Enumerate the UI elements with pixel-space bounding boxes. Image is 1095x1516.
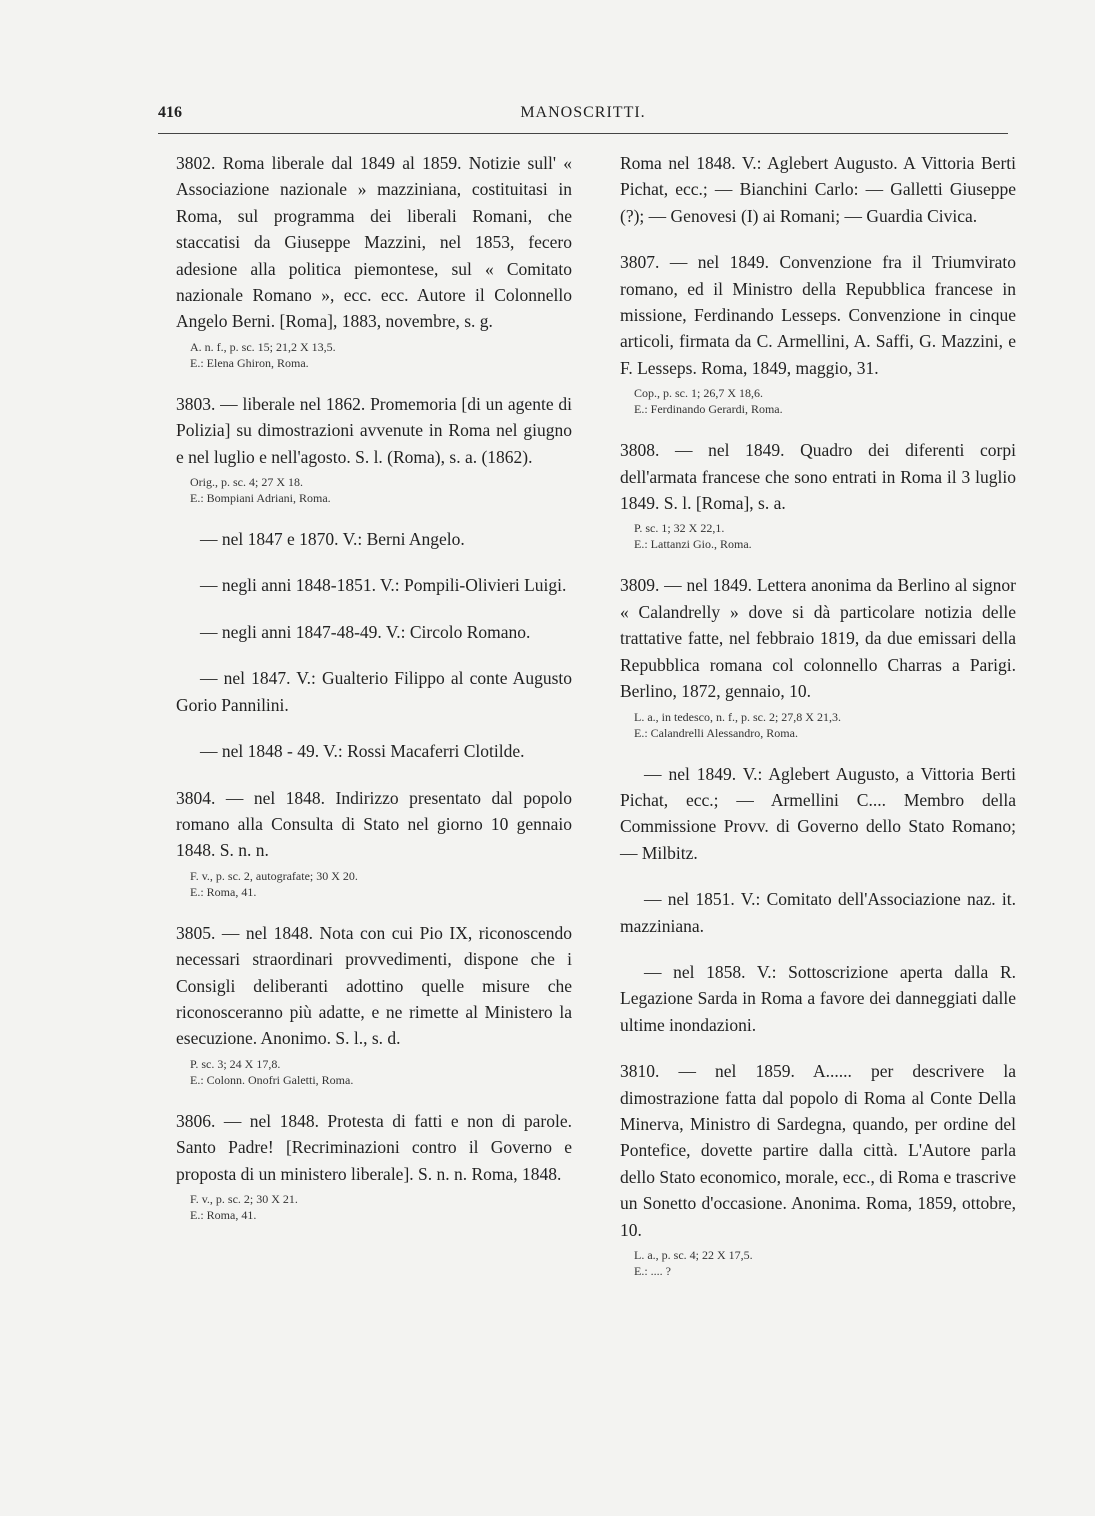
entry-text: 3809. — nel 1849. Lettera anonima da Berlino al signor « Calandrelly » dove si dà particolare notizia delle trattative fatte, nel febbraio 1819, da due emissari della Repubblica romana col colonnello Charras a Parigi. Berlino, 1872, gennaio, 10. <box>620 575 1016 702</box>
cross-reference <box>176 619 572 645</box>
cross-reference <box>620 761 1016 867</box>
entry-text: 3805. — nel 1848. Nota con cui Pio IX, riconoscendo necessari straordinari provvedimenti, dispone che i Consigli deliberanti adottino quelle misure che riconosceranno più adatte, e ne rimette al Ministero la esecuzione. Anonimo. S. l., s. d. <box>176 922 572 1049</box>
entry-owner-note: E.: Elena Ghiron, Roma. <box>190 355 309 370</box>
cross-reference <box>620 886 1016 939</box>
entry-physical-note: F. v., p. sc. 2, autografate; 30 X 20. <box>190 868 358 883</box>
entry-text: 3810. — nel 1859. A...... per descrivere la dimostrazione fatta dal popolo di Roma al Conte Della Minerva, Ministro di Sardegna, quando, per ordine del Pontefice, dovette partire dalla città. L'Autore parla dello Stato economico, morale, ecc., di Roma e trascrive un Sonetto d'occasione. Anonima. Roma, 1859, ottobre, 10. <box>620 1061 1016 1240</box>
cross-reference <box>176 738 572 764</box>
entry-text: 3803. — liberale nel 1862. Promemoria [di un agente di Polizia] su dimostrazioni avvenute in Roma nel giugno e nel luglio e nell'agosto. S. l. (Roma), s. a. (1862). <box>176 393 572 467</box>
catalog-entry-3809 <box>620 572 1016 740</box>
entry-physical-note: P. sc. 1; 32 X 22,1. <box>634 521 725 536</box>
cross-reference-text: — nel 1847 e 1870. V.: Berni Angelo. <box>200 529 465 550</box>
cross-reference-text: Roma nel 1848. V.: Aglebert Augusto. A Vittoria Berti Pichat, ecc.; — Bianchini Carlo: — Galletti Giuseppe (?); — Genovesi (I) ai Romani; — Guardia Civica. <box>620 153 1016 226</box>
running-head: MANOSCRITTI. <box>520 104 646 121</box>
cross-reference <box>176 526 572 552</box>
entry-physical-note: A. n. f., p. sc. 15; 21,2 X 13,5. <box>190 339 336 354</box>
catalog-entry-3804 <box>176 785 572 900</box>
entry-owner-note: E.: Colonn. Onofri Galetti, Roma. <box>190 1072 354 1087</box>
entry-physical-note: L. a., in tedesco, n. f., p. sc. 2; 27,8 X 21,3. <box>634 709 841 724</box>
entry-physical-note: L. a., p. sc. 4; 22 X 17,5. <box>634 1248 753 1262</box>
page-header <box>158 98 1008 138</box>
catalog-entry-3802 <box>176 150 572 371</box>
entry-text: 3806. — nel 1848. Protesta di fatti e non di parole. Santo Padre! [Recriminazioni contro il Governo e proposta di un ministero liberale]. S. n. n. Roma, 1848. <box>176 1110 572 1184</box>
cross-reference-text: — nel 1848 - 49. V.: Rossi Macaferri Clotilde. <box>200 741 525 762</box>
cross-reference-text: — nel 1847. V.: Gualterio Filippo al conte Augusto Gorio Pannilini. <box>176 668 572 715</box>
cross-reference <box>176 665 572 718</box>
cross-reference-text: — nel 1858. V.: Sottoscrizione aperta dalla R. Legazione Sarda in Roma a favore dei danneggiati dalle ultime inondazioni. <box>620 961 1016 1035</box>
header-rule <box>158 133 1008 134</box>
entry-owner-note: E.: Roma, 41. <box>190 884 257 899</box>
catalog-entry-3808 <box>620 437 1016 552</box>
cross-reference-text: — nel 1849. V.: Aglebert Augusto, a Vittoria Berti Pichat, ecc.; — Armellini C.... Membro della Commissione Provv. di Governo dello Stato Romano; — Milbitz. <box>620 763 1016 863</box>
entry-physical-note: Orig., p. sc. 4; 27 X 18. <box>190 475 303 490</box>
catalog-entry-3806 <box>176 1108 572 1223</box>
entry-owner-note: E.: Lattanzi Gio., Roma. <box>634 537 752 552</box>
entry-physical-note: F. v., p. sc. 2; 30 X 21. <box>190 1191 298 1206</box>
catalog-entry-3807 <box>620 249 1016 417</box>
right-column <box>620 150 1016 1299</box>
cross-reference-text: — negli anni 1848-1851. V.: Pompili-Olivieri Luigi. <box>200 575 567 596</box>
entry-physical-note: Cop., p. sc. 1; 26,7 X 18,6. <box>634 386 763 401</box>
entry-owner-note: E.: Bompiani Adriani, Roma. <box>190 491 331 506</box>
cross-reference <box>176 572 572 598</box>
catalog-entry-3803 <box>176 391 572 506</box>
entry-text: 3807. — nel 1849. Convenzione fra il Triumvirato romano, ed il Ministro della Repubblica francese in missione, Ferdinando Lesseps. Convenzione in cinque articoli, firmata da C. Armellini, A. Saffi, G. Mazzini, e F. Lesseps. Roma, 1849, maggio, 31. <box>620 252 1016 378</box>
cross-reference <box>620 150 1016 229</box>
catalog-entry-3805 <box>176 920 572 1088</box>
entry-physical-note: P. sc. 3; 24 X 17,8. <box>190 1056 281 1071</box>
entry-text: 3808. — nel 1849. Quadro dei diferenti corpi dell'armata francese che sono entrati in Roma il 3 luglio 1849. S. l. [Roma], s. a. <box>620 440 1016 514</box>
cross-reference-text: — negli anni 1847-48-49. V.: Circolo Romano. <box>200 621 531 642</box>
entry-owner-note: E.: Calandrelli Alessandro, Roma. <box>634 725 798 740</box>
left-column <box>176 150 572 1243</box>
entry-text: 3802. Roma liberale dal 1849 al 1859. Notizie sull' « Associazione nazionale » mazziniana, costituitasi in Roma, sul programma dei liberali Romani, che staccatisi da Giuseppe Mazzini, nel 1853, fecero adesione alla politica piemontese, sul « Comitato nazionale Romano », ecc. ecc. Autore il Colonnello Angelo Berni. [Roma], 1883, novembre, s. g. <box>176 153 572 332</box>
catalog-entry-3810 <box>620 1058 1016 1279</box>
entry-owner-note: E.: .... ? <box>634 1264 671 1278</box>
cross-reference <box>620 959 1016 1038</box>
entry-owner-note: E.: Roma, 41. <box>190 1207 257 1222</box>
cross-reference-text: — nel 1851. V.: Comitato dell'Associazione naz. it. mazziniana. <box>620 889 1016 936</box>
entry-text: 3804. — nel 1848. Indirizzo presentato dal popolo romano alla Consulta di Stato nel giorno 10 gennaio 1848. S. n. n. <box>176 787 572 861</box>
page-number: 416 <box>158 104 182 121</box>
entry-owner-note: E.: Ferdinando Gerardi, Roma. <box>634 402 783 417</box>
